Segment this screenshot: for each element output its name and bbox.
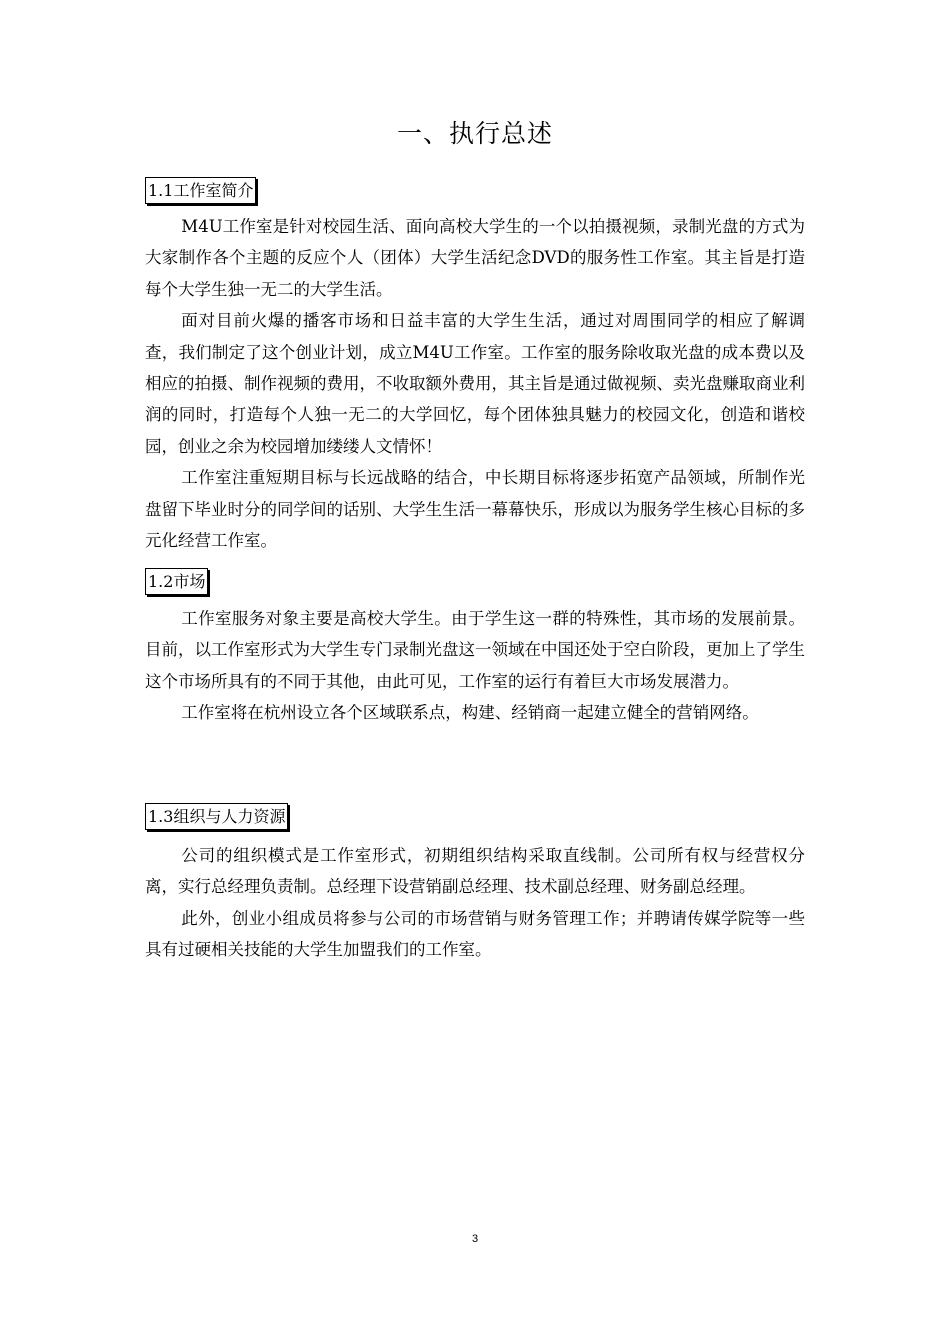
section-heading: 1.3组织与人力资源 [145, 803, 288, 830]
section-organization [145, 803, 805, 966]
paragraph: 公司的组织模式是工作室形式，初期组织结构采取直线制。公司所有权与经营权分离，实行总经理负责制。总经理下设营销副总经理、技术副总经理、财务副总经理。 [145, 846, 805, 897]
paragraph: 工作室将在杭州设立各个区域联系点，构建、经销商一起建立健全的营销网络。 [181, 703, 759, 723]
paragraph: 工作室注重短期目标与长远战略的结合，中长期目标将逐步拓宽产品领域，所制作光盘留下毕业时分的同学间的话别、大学生生活一幕幕快乐，形成以为服务学生核心目标的多元化经营工作室。 [145, 468, 805, 551]
chapter-title: 一、执行总述 [396, 119, 553, 148]
section-heading: 1.1工作室简介 [145, 177, 256, 204]
paragraph: 工作室服务对象主要是高校大学生。由于学生这一群的特殊性，其市场的发展前景。目前，以工作室形式为大学生专门录制光盘这一领域在中国还处于空白阶段，更加上了学生这个市场所具有的不同于其他，由此可见，工作室的运行有着巨大市场发展潜力。 [145, 609, 805, 691]
paragraph: 面对目前火爆的播客市场和日益丰富的大学生生活，通过对周围同学的相应了解调查，我们制定了这个创业计划，成立M4U工作室。工作室的服务除收取光盘的成本费以及相应的拍摄、制作视频的费用，不收取额外费用，其主旨是通过做视频、卖光盘赚取商业利润的同时，打造每个人独一无二的大学回忆，每个团体独具魅力的校园文化，创造和谐校园，创业之余为校园增加缕缕人文情怀！ [145, 311, 805, 456]
page-number: 3 [471, 1233, 479, 1245]
paragraph: 此外，创业小组成员将参与公司的市场营销与财务管理工作；并聘请传媒学院等一些具有过硬相关技能的大学生加盟我们的工作室。 [145, 908, 805, 960]
section-market [145, 568, 805, 729]
section-heading: 1.2市场 [145, 568, 208, 595]
paragraph: M4U工作室是针对校园生活、面向高校大学生的一个以拍摄视频，录制光盘的方式为大家制作各个主题的反应个人（团体）大学生活纪念DVD的服务性工作室。其主旨是打造每个大学生独一无二的大学生活。 [145, 217, 805, 299]
section-introduction [145, 177, 805, 556]
